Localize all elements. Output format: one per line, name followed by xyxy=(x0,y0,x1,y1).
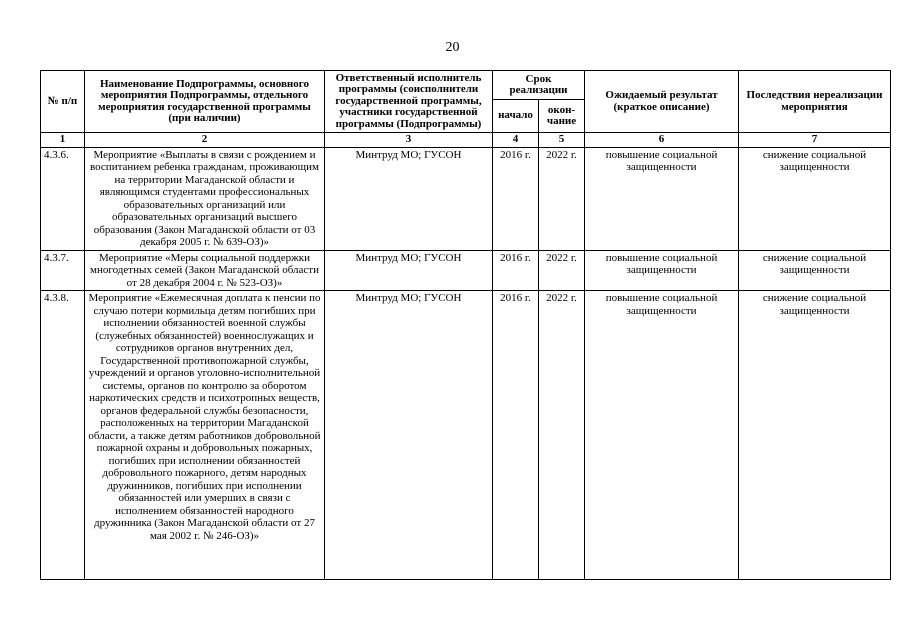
row-result: повышение социальной защищенности xyxy=(585,147,739,250)
row-consequences: снижение социальной защищенности xyxy=(739,147,891,250)
row-number: 4.3.7. xyxy=(41,250,85,291)
page-number: 20 xyxy=(445,40,460,55)
row-name: Мероприятие «Выплаты в связи с рождением и воспитанием ребенка гражданам, проживающим на территории Магаданской области и являющимся студентами профессиональных образовательных организаций или образовательных организаций высшего образования (Закон Магаданской области от 03 декабря 2005 г. № 639-ОЗ)» xyxy=(85,147,325,250)
table-row xyxy=(41,291,891,580)
row-start: 2016 г. xyxy=(493,291,539,580)
row-responsible: Минтруд МО; ГУСОН xyxy=(325,250,493,291)
header-start: начало xyxy=(493,100,539,133)
row-responsible: Минтруд МО; ГУСОН xyxy=(325,291,493,580)
column-number: 1 xyxy=(41,133,85,148)
row-result: повышение социальной защищенности xyxy=(585,291,739,580)
column-number: 3 xyxy=(325,133,493,148)
row-start: 2016 г. xyxy=(493,250,539,291)
column-number: 4 xyxy=(493,133,539,148)
row-consequences: снижение социальной защищенности xyxy=(739,291,891,580)
column-number: 2 xyxy=(85,133,325,148)
header-responsible: Ответственный исполнитель программы (соисполнители государственной программы, участники государственной программы (Подпрограммы) xyxy=(325,71,493,133)
table-row xyxy=(41,250,891,291)
row-number: 4.3.6. xyxy=(41,147,85,250)
header-end: окон-чание xyxy=(539,100,585,133)
row-end: 2022 г. xyxy=(539,147,585,250)
header-consequences: Последствия нереализации мероприятия xyxy=(739,71,891,133)
header-term: Срок реализации xyxy=(493,71,585,100)
row-number: 4.3.8. xyxy=(41,291,85,580)
column-number: 5 xyxy=(539,133,585,148)
column-number: 7 xyxy=(739,133,891,148)
table-row xyxy=(41,147,891,250)
header-result: Ожидаемый результат (краткое описание) xyxy=(585,71,739,133)
row-start: 2016 г. xyxy=(493,147,539,250)
row-result: повышение социальной защищенности xyxy=(585,250,739,291)
row-name: Мероприятие «Меры социальной поддержки многодетных семей (Закон Магаданской области от 28 декабря 2004 г. № 523-ОЗ)» xyxy=(85,250,325,291)
row-end: 2022 г. xyxy=(539,250,585,291)
column-number: 6 xyxy=(585,133,739,148)
row-consequences: снижение социальной защищенности xyxy=(739,250,891,291)
program-table xyxy=(40,70,891,580)
row-name: Мероприятие «Ежемесячная доплата к пенсии по случаю потери кормильца детям погибших при исполнении обязанностей военной службы (служебных обязанностей) военнослужащих и сотрудников органов внутренних дел, Государственной противопожарной службы, учреждений и органов уголовно-исполнительной системы, органов по контролю за оборотом наркотических средств и психотропных веществ, органов федеральной службы безопасности, расположенных на территории Магаданской области, а также детям работников добровольной пожарной охраны и добровольных пожарных, погибших при исполнении обязанностей добровольного пожарного, детям народных дружинников, погибших при исполнении обязанностей или умерших в связи с исполнением обязанностей народного дружинника (Закон Магаданской области от 27 мая 2002 г. № 246-ОЗ)» xyxy=(85,291,325,580)
row-end: 2022 г. xyxy=(539,291,585,580)
header-name: Наименование Подпрограммы, основного мероприятия Подпрограммы, отдельного мероприятия государственной программы (при наличии) xyxy=(85,71,325,133)
header-num: № п/п xyxy=(41,71,85,133)
row-responsible: Минтруд МО; ГУСОН xyxy=(325,147,493,250)
